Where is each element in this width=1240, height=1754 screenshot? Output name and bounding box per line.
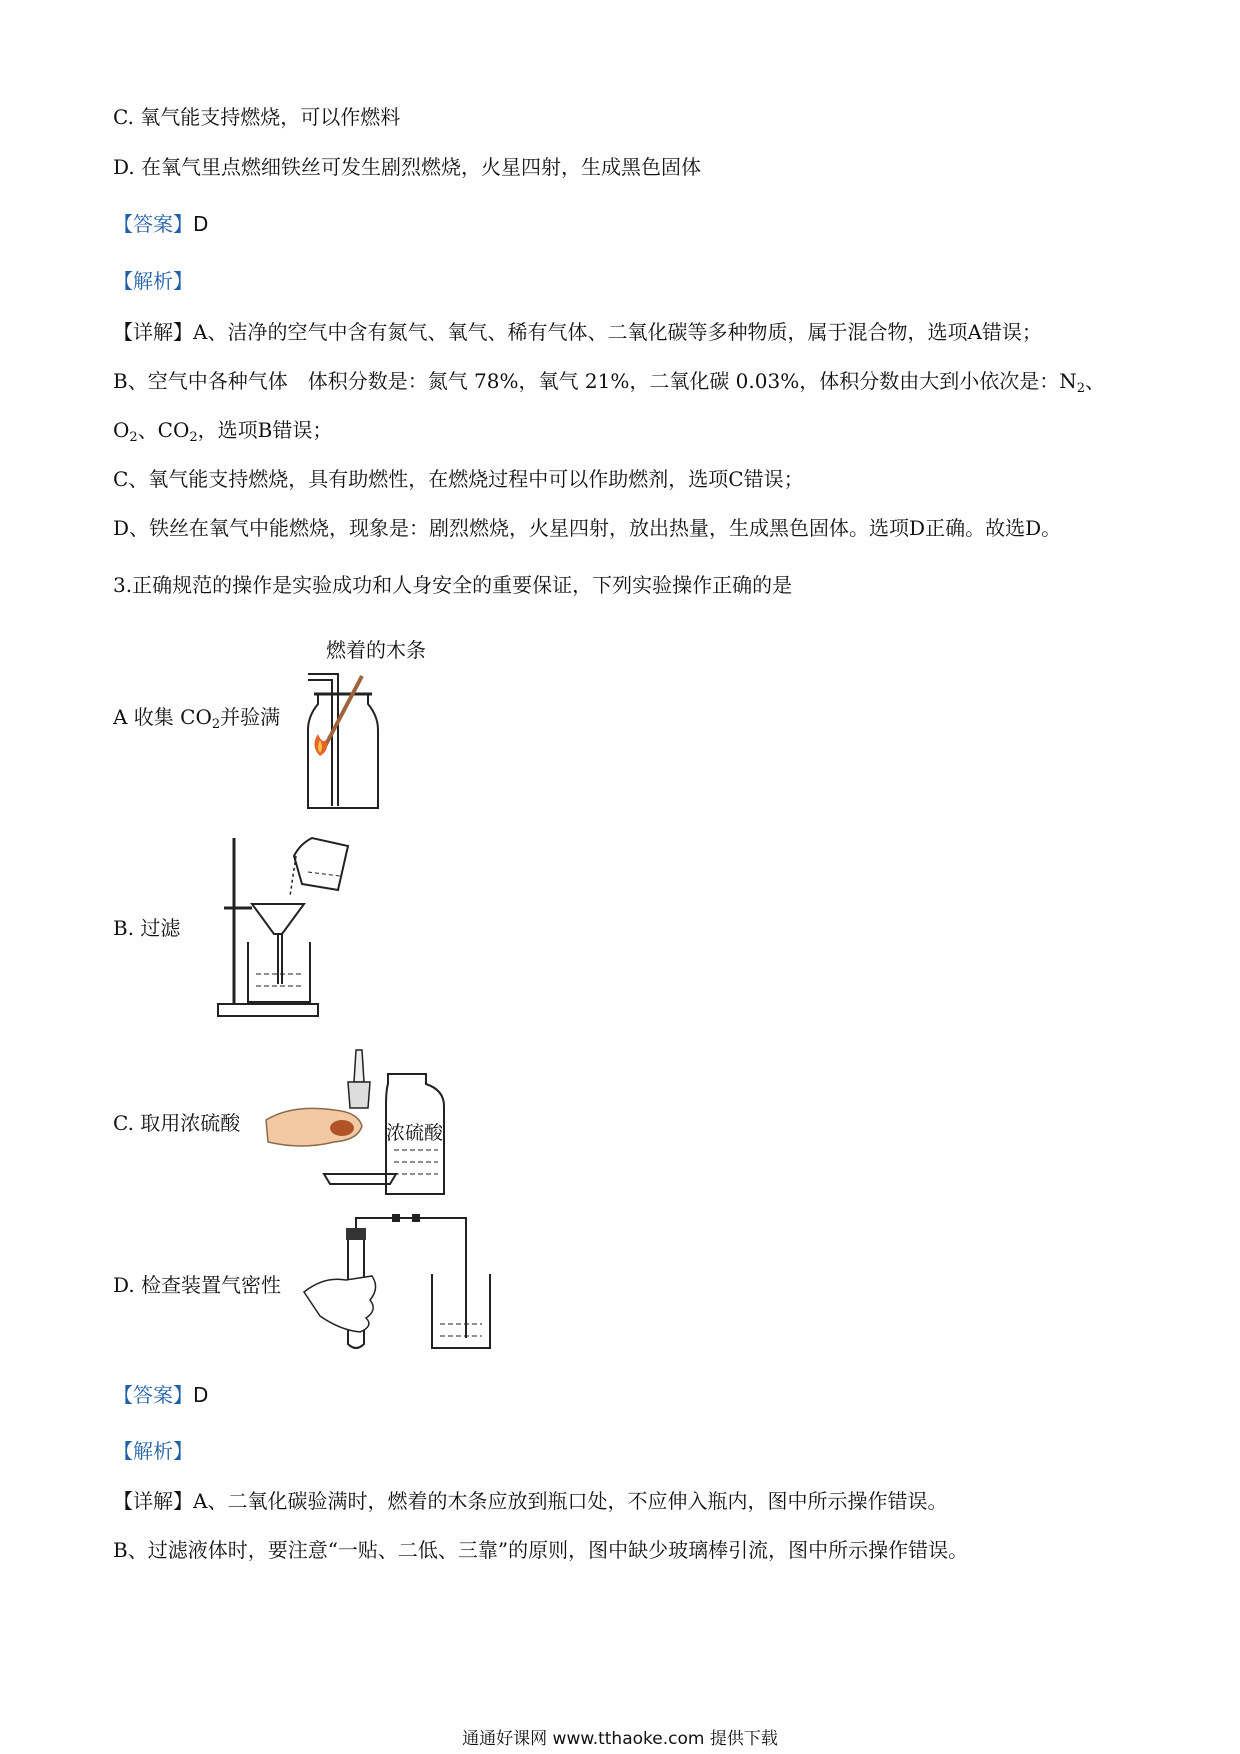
q3-answer	[113, 1381, 208, 1409]
detail-tag: 【详解】	[113, 320, 193, 344]
detail-b2-end: ，选项B错误；	[197, 418, 333, 442]
figure-d-airtightness	[300, 1214, 500, 1354]
q2-analysis-tag	[113, 267, 193, 295]
q2-detail-d: D、铁丝在氧气中能燃烧，现象是：剧烈燃烧，火星四射，放出热量，生成黑色固体。选项D正确。故选D。	[113, 516, 1062, 540]
detail-b2-o: O	[113, 418, 130, 442]
analysis-tag: 【解析】	[113, 269, 193, 293]
figure-b-filtration	[216, 834, 356, 1020]
q3-option-c: C. 取用浓硫酸	[113, 1111, 241, 1135]
detail-b2-sub1: 2	[129, 430, 138, 445]
q3-option-b: B. 过滤	[113, 916, 181, 940]
detail-b1-sub: 2	[1076, 381, 1085, 396]
q3-stem: 3.正确规范的操作是实验成功和人身安全的重要保证，下列实验操作正确的是	[113, 573, 793, 597]
q3-option-d: D. 检查装置气密性	[113, 1273, 282, 1297]
figure-a-co2-bottle	[300, 670, 390, 810]
answer-value: D	[193, 1383, 209, 1407]
detail-b2-mid: 、CO	[137, 418, 190, 442]
detail-b1-end: 、	[1085, 369, 1105, 393]
option-a-post: 并验满	[220, 705, 281, 729]
q3-detail-b: B、过滤液体时，要注意“一贴、二低、三靠”的原则，图中缺少玻璃棒引流，图中所示操作错误。	[113, 1538, 969, 1562]
option-a-sub: 2	[211, 717, 221, 732]
analysis-tag: 【解析】	[113, 1439, 193, 1463]
q3-detail-a	[113, 1487, 947, 1515]
q2-answer	[113, 210, 208, 238]
answer-value: D	[193, 212, 209, 236]
answer-tag: 【答案】	[113, 212, 193, 236]
q2-option-d: D. 在氧气里点燃细铁丝可发生剧烈燃烧，火星四射，生成黑色固体	[113, 155, 702, 179]
detail-a-text: A、二氧化碳验满时，燃着的木条应放到瓶口处，不应伸入瓶内，图中所示操作错误。	[193, 1489, 948, 1513]
figure-a-label: 燃着的木条	[326, 638, 426, 662]
answer-tag: 【答案】	[113, 1383, 193, 1407]
detail-b2-sub2: 2	[189, 430, 198, 445]
detail-tag: 【详解】	[113, 1489, 193, 1513]
detail-b1-text: B、空气中各种气体 体积分数是：氮气 78%，氧气 21%，二氧化碳 0.03%，体积分数由大到小依次是：N	[113, 369, 1077, 393]
q2-detail-b-line1	[113, 367, 1105, 395]
page-footer: 通通好课网 www.tthaoke.com 提供下载	[462, 1729, 778, 1749]
q2-detail-a	[113, 318, 1042, 346]
figure-c-label: 浓硫酸	[386, 1122, 444, 1144]
q2-detail-b-line2	[113, 416, 332, 444]
q3-analysis-tag	[113, 1437, 193, 1465]
option-a-pre: A 收集 CO	[113, 705, 212, 729]
q2-option-c: C. 氧气能支持燃烧，可以作燃料	[113, 105, 401, 129]
q2-detail-c: C、氧气能支持燃烧，具有助燃性，在燃烧过程中可以作助燃剂，选项C错误；	[113, 467, 804, 491]
detail-a-text: A、洁净的空气中含有氮气、氧气、稀有气体、二氧化碳等多种物质，属于混合物，选项A错误；	[193, 320, 1042, 344]
q3-option-a	[113, 703, 280, 731]
